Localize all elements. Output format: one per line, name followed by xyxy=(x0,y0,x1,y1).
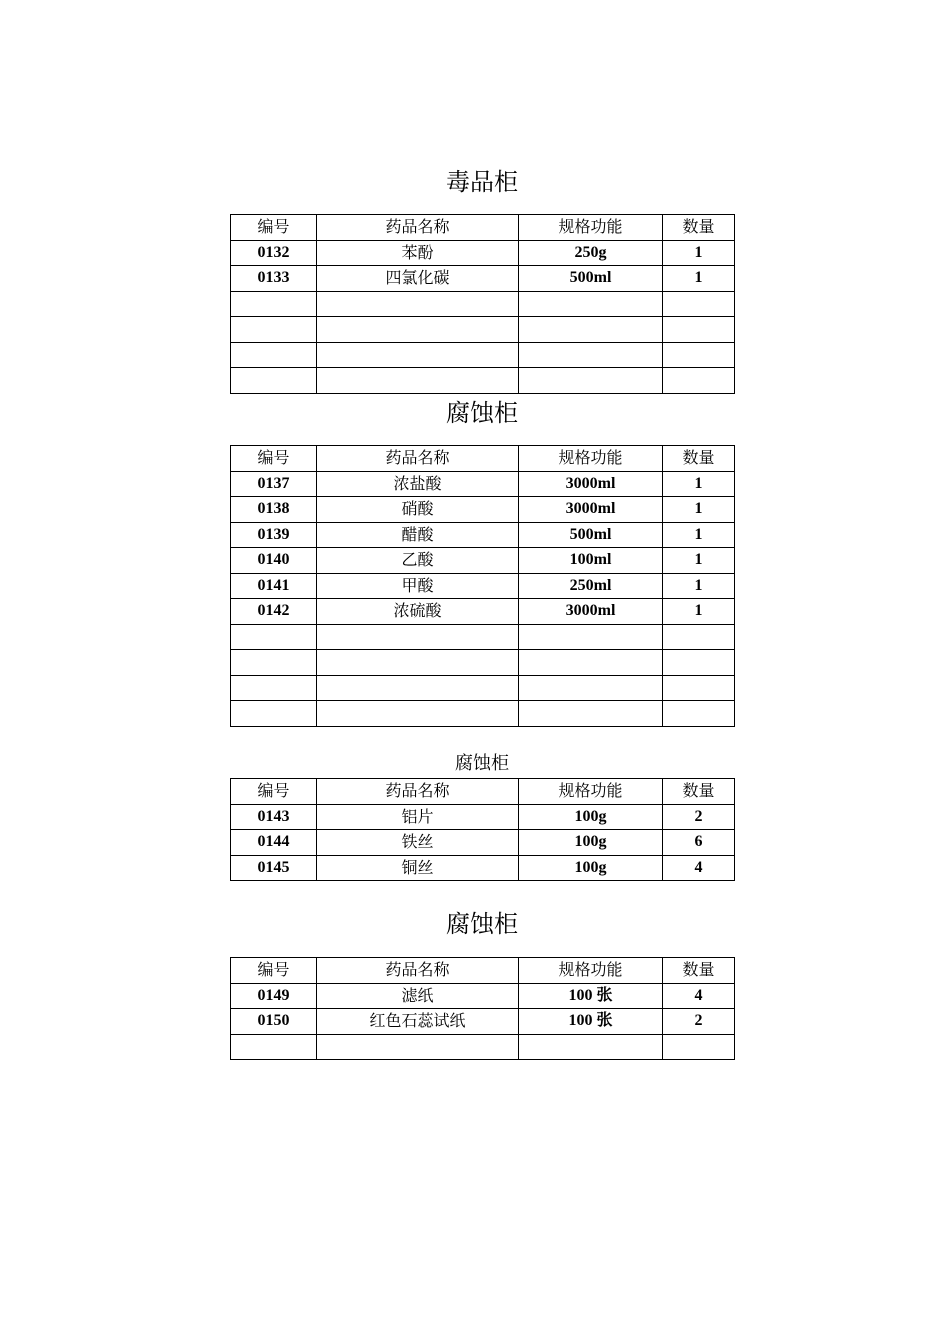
table-header-row xyxy=(231,446,735,472)
cell-name xyxy=(317,291,519,317)
cell-qty xyxy=(663,701,735,727)
cell-id: 0145 xyxy=(231,855,317,881)
column-header-id: 编号 xyxy=(231,958,317,984)
table-row xyxy=(231,573,735,599)
cell-id xyxy=(231,701,317,727)
cell-qty xyxy=(663,368,735,394)
cell-id: 0144 xyxy=(231,830,317,856)
table-row xyxy=(231,1009,735,1035)
cell-spec: 3000ml xyxy=(519,497,663,523)
cell-id xyxy=(231,675,317,701)
cell-name xyxy=(317,368,519,394)
inventory-table-corrosive-papers xyxy=(230,957,735,1060)
column-header-id: 编号 xyxy=(231,446,317,472)
cell-id: 0139 xyxy=(231,522,317,548)
cell-spec: 100ml xyxy=(519,548,663,574)
section-title-corrosive-cabinet: 腐蚀柜 xyxy=(446,910,518,938)
cell-spec: 500ml xyxy=(519,266,663,292)
cell-qty: 1 xyxy=(663,240,735,266)
table-row xyxy=(231,1034,735,1060)
section-title-corrosive-cabinet: 腐蚀柜 xyxy=(446,399,518,427)
cell-id: 0141 xyxy=(231,573,317,599)
cell-qty: 1 xyxy=(663,573,735,599)
cell-id xyxy=(231,1034,317,1060)
column-header-spec: 规格功能 xyxy=(519,779,663,805)
cell-id xyxy=(231,624,317,650)
cell-spec: 100g xyxy=(519,855,663,881)
section-title-corrosive-cabinet: 腐蚀柜 xyxy=(455,753,509,774)
cell-qty xyxy=(663,1034,735,1060)
table-row xyxy=(231,650,735,676)
cell-name: 醋酸 xyxy=(317,522,519,548)
column-header-spec: 规格功能 xyxy=(519,958,663,984)
cell-name xyxy=(317,624,519,650)
cell-id: 0140 xyxy=(231,548,317,574)
cell-id: 0142 xyxy=(231,599,317,625)
cell-qty xyxy=(663,624,735,650)
table-header-row xyxy=(231,779,735,805)
cell-id: 0132 xyxy=(231,240,317,266)
cell-name xyxy=(317,342,519,368)
table-row xyxy=(231,624,735,650)
cell-spec: 250g xyxy=(519,240,663,266)
table-header-row xyxy=(231,958,735,984)
column-header-qty: 数量 xyxy=(663,215,735,241)
cell-name: 四氯化碳 xyxy=(317,266,519,292)
table-body xyxy=(231,779,735,881)
cell-spec xyxy=(519,701,663,727)
cell-qty xyxy=(663,291,735,317)
cell-qty: 1 xyxy=(663,548,735,574)
cell-qty: 1 xyxy=(663,497,735,523)
cell-name: 硝酸 xyxy=(317,497,519,523)
cell-spec xyxy=(519,342,663,368)
cell-id: 0133 xyxy=(231,266,317,292)
cell-spec: 3000ml xyxy=(519,599,663,625)
cell-id xyxy=(231,342,317,368)
cell-spec xyxy=(519,317,663,343)
table-row xyxy=(231,368,735,394)
table-row xyxy=(231,983,735,1009)
table-row xyxy=(231,317,735,343)
section-title-toxic-cabinet: 毒品柜 xyxy=(446,168,518,196)
column-header-name: 药品名称 xyxy=(317,215,519,241)
cell-qty: 6 xyxy=(663,830,735,856)
cell-qty: 4 xyxy=(663,855,735,881)
table-row xyxy=(231,342,735,368)
column-header-name: 药品名称 xyxy=(317,958,519,984)
column-header-spec: 规格功能 xyxy=(519,215,663,241)
cell-spec xyxy=(519,291,663,317)
cell-name: 苯酚 xyxy=(317,240,519,266)
cell-qty: 2 xyxy=(663,804,735,830)
cell-id: 0137 xyxy=(231,471,317,497)
cell-name: 铜丝 xyxy=(317,855,519,881)
table-row xyxy=(231,266,735,292)
table-row xyxy=(231,701,735,727)
cell-spec xyxy=(519,1034,663,1060)
cell-name xyxy=(317,1034,519,1060)
cell-id: 0138 xyxy=(231,497,317,523)
inventory-table-corrosive-acids xyxy=(230,445,735,727)
column-header-qty: 数量 xyxy=(663,779,735,805)
column-header-name: 药品名称 xyxy=(317,446,519,472)
cell-qty xyxy=(663,317,735,343)
cell-name xyxy=(317,317,519,343)
cell-name: 铝片 xyxy=(317,804,519,830)
cell-spec: 250ml xyxy=(519,573,663,599)
cell-name: 浓盐酸 xyxy=(317,471,519,497)
cell-qty: 1 xyxy=(663,599,735,625)
cell-id xyxy=(231,317,317,343)
column-header-qty: 数量 xyxy=(663,958,735,984)
cell-id xyxy=(231,368,317,394)
cell-name: 铁丝 xyxy=(317,830,519,856)
cell-name xyxy=(317,701,519,727)
table-header-row xyxy=(231,215,735,241)
cell-name: 红色石蕊试纸 xyxy=(317,1009,519,1035)
column-header-spec: 规格功能 xyxy=(519,446,663,472)
table-row xyxy=(231,830,735,856)
cell-spec: 500ml xyxy=(519,522,663,548)
table-row xyxy=(231,599,735,625)
column-header-name: 药品名称 xyxy=(317,779,519,805)
table-body xyxy=(231,215,735,394)
cell-qty: 1 xyxy=(663,266,735,292)
cell-qty: 1 xyxy=(663,471,735,497)
inventory-table-corrosive-metals xyxy=(230,778,735,881)
cell-spec xyxy=(519,650,663,676)
table-row xyxy=(231,471,735,497)
cell-spec xyxy=(519,368,663,394)
cell-name: 乙酸 xyxy=(317,548,519,574)
column-header-id: 编号 xyxy=(231,215,317,241)
cell-spec: 3000ml xyxy=(519,471,663,497)
column-header-id: 编号 xyxy=(231,779,317,805)
table-row xyxy=(231,291,735,317)
cell-name: 甲酸 xyxy=(317,573,519,599)
column-header-qty: 数量 xyxy=(663,446,735,472)
table-row xyxy=(231,240,735,266)
cell-id: 0143 xyxy=(231,804,317,830)
cell-qty xyxy=(663,342,735,368)
cell-name xyxy=(317,675,519,701)
cell-spec: 100 张 xyxy=(519,1009,663,1035)
table-row xyxy=(231,675,735,701)
inventory-table-toxic xyxy=(230,214,735,394)
cell-spec xyxy=(519,675,663,701)
cell-id: 0149 xyxy=(231,983,317,1009)
cell-name: 浓硫酸 xyxy=(317,599,519,625)
cell-qty: 1 xyxy=(663,522,735,548)
table-row xyxy=(231,522,735,548)
cell-qty: 2 xyxy=(663,1009,735,1035)
table-row xyxy=(231,804,735,830)
table-row xyxy=(231,855,735,881)
cell-name: 滤纸 xyxy=(317,983,519,1009)
cell-qty: 4 xyxy=(663,983,735,1009)
cell-qty xyxy=(663,675,735,701)
cell-id xyxy=(231,291,317,317)
cell-qty xyxy=(663,650,735,676)
table-body xyxy=(231,446,735,727)
cell-spec xyxy=(519,624,663,650)
table-row xyxy=(231,548,735,574)
cell-name xyxy=(317,650,519,676)
cell-id xyxy=(231,650,317,676)
table-body xyxy=(231,958,735,1060)
table-row xyxy=(231,497,735,523)
cell-spec: 100g xyxy=(519,804,663,830)
cell-spec: 100g xyxy=(519,830,663,856)
cell-spec: 100 张 xyxy=(519,983,663,1009)
cell-id: 0150 xyxy=(231,1009,317,1035)
